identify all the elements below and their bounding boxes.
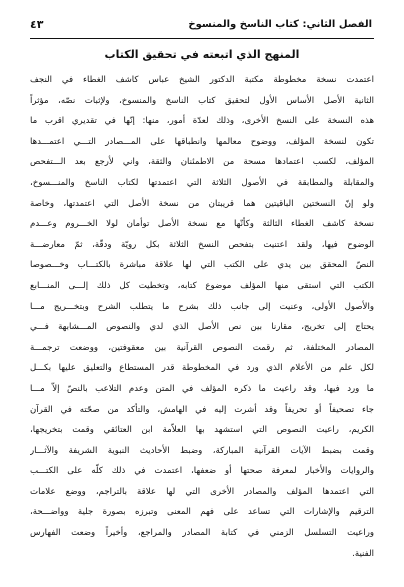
text-line: الوضوح فيها، ولقد اعتنيت بتفحص النسخ الثلاثة بكل رويّة ودقّة، ثمّ معارضـــة [30,239,374,250]
text-line: المصادر المختلفة، ثم رقمت النصوص القرآنية بين معقوفتين، ووضعت ترجمـــة [30,342,374,353]
page-number: ٤٣ [30,18,44,31]
text-line: الترقيم والإشارات التي تساعد على فهم المعنى وتبرزه بصورة جلية وواضـــحة، [30,507,374,518]
text-line: المؤلف، لكسب اعتمادها مسحة من الاطمئنان والثقة، واني لأرجع بعد الـــتفحص [30,157,374,168]
text-line: الكتب التي استقى منها المؤلف موضوع كتابه، وتخطيت كل ذلك إلـــى المنـــابع [30,280,374,291]
text-line: تكون لنسخة المؤلف، ووضوح معالمها وانطباقها على المـــصادر التـــي اعتمـــدها [30,136,374,147]
text-line: اعتمدت نسخة مخطوطة مكتبة الدكتور الشيخ عباس كاشف الغطاء في النجف [30,75,374,85]
text-line: لكل علم من الأعلام الذي ورد في المخطوطة قدر المستطاع والتعليق عليها بكـــل [30,363,374,374]
section-heading: المنهج الذي اتبعته في تحقيق الكتاب [104,48,300,61]
text-line: التي اعتمدها المؤلف والمصادر الأخرى التي لها علاقة بالتراجم، ووضع علامات [30,486,374,497]
text-line: يحتاج إلى تخريج، مقارنا بين نص الأصل الذي لدي والنصوص المـــشابهة فـــي [30,322,374,333]
text-line: جاء تصحيفاً أو تحريفاً وقد أشرت إليه في الهامش، والتأكد من صحّته في القرآن [30,404,374,415]
text-line: ما ورد فيها، وقد راعيت ما ذكره المؤلف في المتن وعدم التلاعب بالنصّ إلاّ مـــا [30,383,374,394]
text-line: النصّ المحقق بين يدي على الكتب التي لها علاقة مباشرة بالكتـــاب وخـــصوصا [30,260,374,271]
chapter-title: الفصل الثاني: كتاب الناسخ والمنسوخ [188,19,372,30]
text-line: وراعيت التسلسل الزمني في كتابة المصادر والمراجع، وأخيراً وضعت الفهارس [30,528,374,539]
text-line: والمقابلة والمطابقة في الأصول الثلاثة التي اعتمدتها لكتاب الناسخ والمنـــسوخ، [30,177,374,188]
text-line: الكريم، راعيت النصوص التي استشهد بها العلاّمة ابن العتائقي وقمت بتخريجها، [30,425,374,436]
text-line: ولو إنّ النسختين الباقيتين هما قريبتان من نسخة الأصل التي اعتمدتها، وخاصة [30,198,374,209]
running-header [30,16,372,34]
text-line: وقمت بضبط الآيات القرآنية المباركة، وضبط الأحاديث النبوية الشريفة والآثـــار [30,445,374,456]
text-line: نسخة كاشف الغطاء الثالثة وكأنّها مع نسخة الأصل توأمان لولا الخـــروم وعـــدم [30,219,374,230]
header-rule [30,38,374,39]
text-line: والروايات والأخبار لمعرفة صحتها أو ضعفها، اعتمدت في ذلك كلّه على الكتـــب [30,466,374,477]
body-text [30,70,374,564]
text-line: الفنية. [352,548,374,559]
text-line: الثانية الأصل الأساس الأول لتحقيق كتاب الناسخ والمنسوخ، ولإثبات نصّه، مؤثراً [30,95,374,106]
text-line: هذه النسخة على النسخ الأخرى، وذلك لعدّة أمور، منها: إنّها في تقديري اقرب ما [30,116,374,127]
text-line: والأصول الأولى، وعنيت إلى جانب ذلك بشرح ما يتطلب الشرح وبتخـــريج مـــا [30,301,374,312]
